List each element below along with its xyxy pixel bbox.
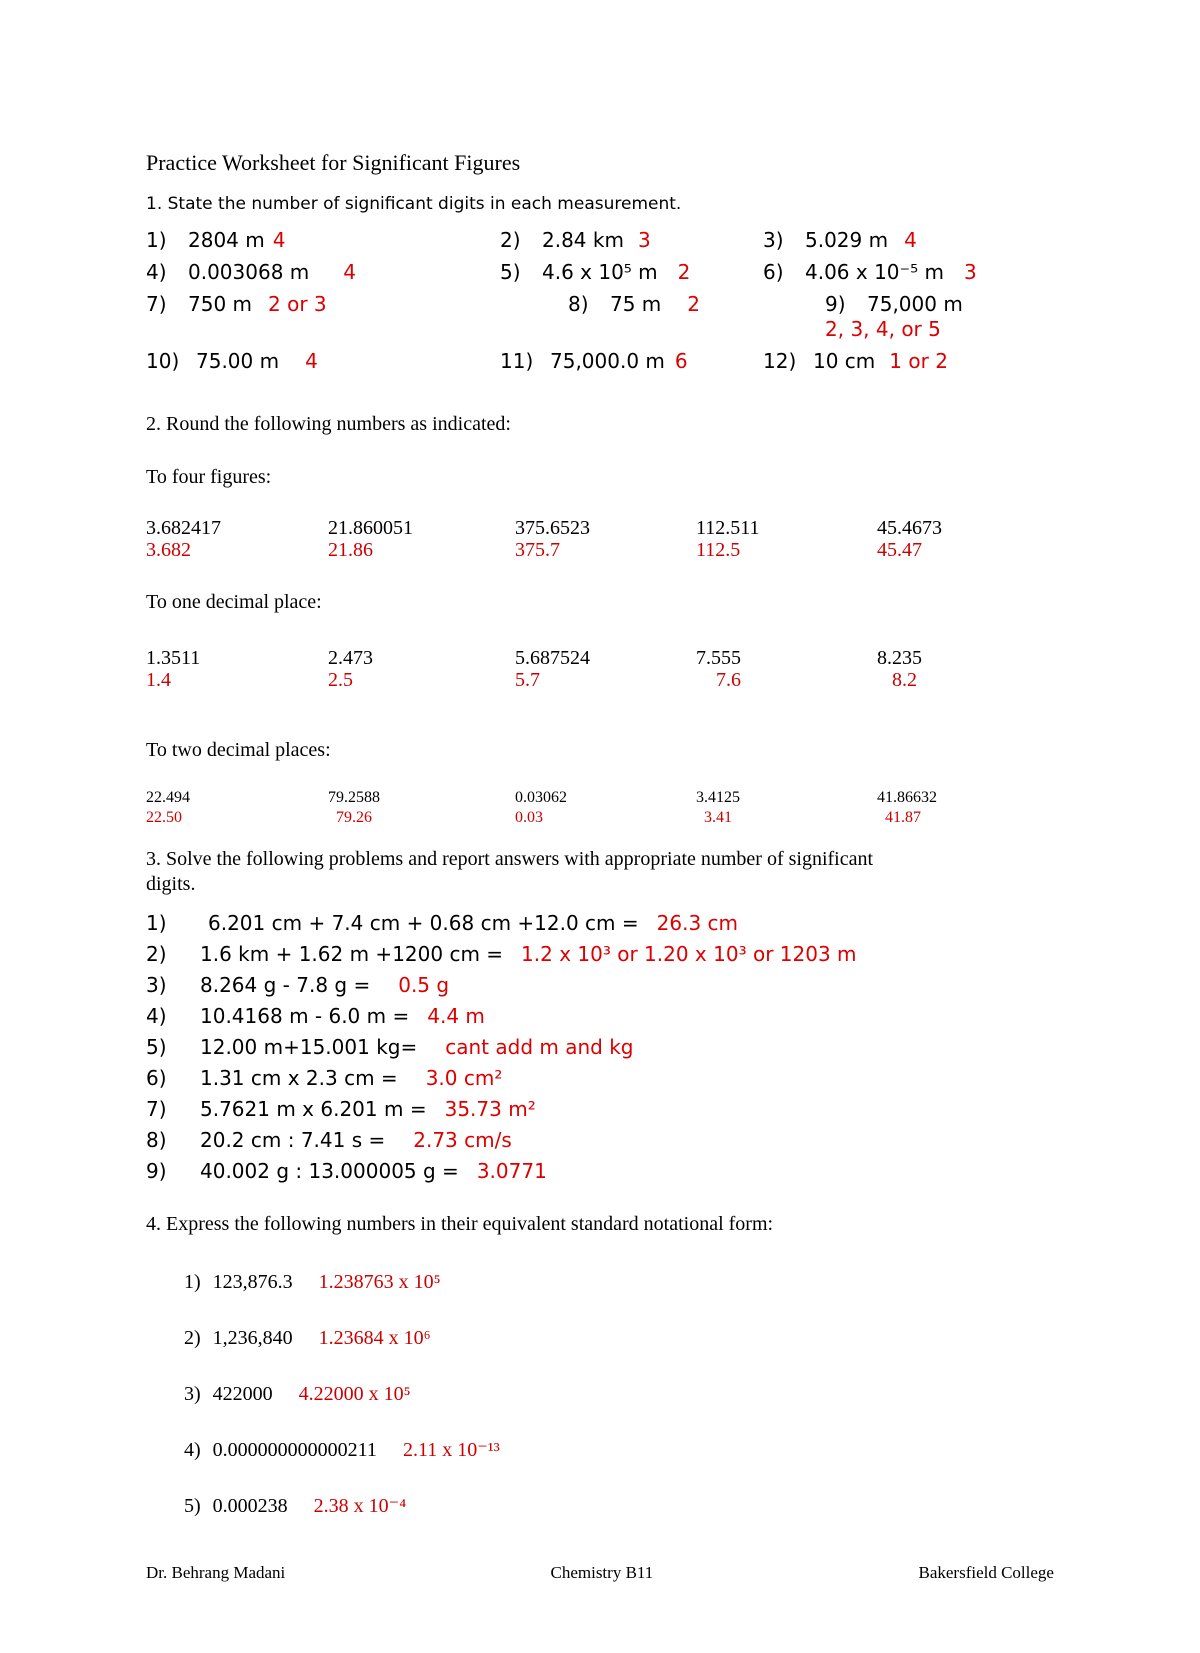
section3-heading-line1: 3. Solve the following problems and report answers with appropriate number of significant [146, 848, 874, 870]
question-number: 12) [763, 349, 797, 373]
question-item-12 [763, 349, 1056, 374]
section3-heading [146, 847, 1056, 897]
question-text: 8.264 g - 7.8 g = [200, 973, 371, 997]
question-text: 5.029 m [805, 228, 889, 252]
question-text: 10.4168 m - 6.0 m = [200, 1004, 410, 1028]
question-number: 8) [146, 1128, 167, 1152]
answer-text: 2 [687, 292, 701, 316]
value-cell: 7.555 [696, 647, 741, 669]
two-decimals-answers-row [146, 808, 1056, 828]
value-cell: 3.682417 [146, 517, 221, 539]
group-label-four-figures: To four figures: [146, 466, 272, 488]
question-number: 3) [184, 1383, 201, 1405]
question-number: 1) [146, 228, 167, 252]
four-figures-values-row [146, 517, 1056, 539]
answer-text: 4.4 m [427, 1004, 485, 1028]
question-item-11 [500, 349, 763, 374]
answer-cell: 45.47 [877, 539, 922, 561]
question-text: 1.6 km + 1.62 m +1200 cm = [200, 942, 504, 966]
answer-text: 2 [677, 260, 691, 284]
footer-author: Dr. Behrang Madani [146, 1563, 286, 1582]
value-cell: 375.6523 [515, 517, 590, 539]
problem-item-3 [146, 970, 1056, 1001]
question-number: 2) [146, 942, 167, 966]
section4-list [146, 1270, 1056, 1519]
four-figures-answers-row [146, 539, 1056, 561]
answer-cell: 41.87 [885, 809, 921, 826]
value-cell: 21.860051 [328, 517, 413, 539]
worksheet-content [146, 0, 1056, 1519]
value-cell: 45.4673 [877, 517, 942, 539]
answer-cell: 3.41 [704, 809, 732, 826]
question-number: 8) [568, 292, 589, 316]
question-item-8 [500, 292, 763, 342]
question-text: 0.000000000000211 [212, 1439, 377, 1461]
answer-cell: 375.7 [515, 539, 560, 561]
answer-cell: 8.2 [892, 669, 917, 691]
answer-text: 1.23684 x 10⁶ [318, 1327, 431, 1349]
question-item-7 [146, 292, 500, 342]
question-item-1 [146, 228, 500, 253]
answer-text: 4 [305, 349, 318, 373]
answer-text: 1.2 x 10³ or 1.20 x 10³ or 1203 m [521, 942, 857, 966]
question-number: 10) [146, 349, 180, 373]
question-item-4 [146, 260, 500, 285]
answer-text: 3.0 cm² [425, 1066, 503, 1090]
answer-text: 4 [343, 260, 357, 284]
question-number: 5) [146, 1035, 167, 1059]
answer-text: 3 [963, 260, 977, 284]
answer-text: 2.73 cm/s [413, 1128, 512, 1152]
question-number: 1) [184, 1271, 201, 1293]
value-cell: 79.2588 [328, 789, 380, 806]
page-title: Practice Worksheet for Significant Figures [146, 150, 521, 175]
page-footer [146, 1563, 1054, 1583]
answer-text: 2, 3, 4, or 5 [825, 317, 941, 341]
problem-item-2 [146, 939, 1056, 970]
answer-text: 4 [272, 228, 286, 252]
question-item-6 [763, 260, 1056, 285]
question-item-3 [763, 228, 1056, 253]
value-cell: 3.4125 [696, 789, 740, 806]
footer-course: Chemistry B11 [550, 1563, 654, 1582]
answer-cell: 0.03 [515, 809, 543, 826]
question-number: 9) [825, 292, 846, 316]
question-text: 123,876.3 [212, 1271, 293, 1293]
group-label-one-decimal: To one decimal place: [146, 591, 322, 613]
notation-item-1 [146, 1270, 1056, 1295]
problem-item-8 [146, 1125, 1056, 1156]
question-text: 12.00 m+15.001 kg= [200, 1035, 418, 1059]
question-number: 4) [146, 1004, 167, 1028]
question-number: 3) [763, 228, 784, 252]
footer-institution: Bakersfield College [918, 1563, 1054, 1582]
question-item-10 [146, 349, 500, 374]
answer-cell: 79.26 [336, 809, 372, 826]
value-cell: 1.3511 [146, 647, 201, 669]
answer-text: 3.0771 [476, 1159, 547, 1183]
one-decimal-answers-row [146, 669, 1056, 691]
answer-cell: 112.5 [696, 539, 741, 561]
answer-text: 1 or 2 [889, 349, 948, 373]
value-cell: 41.86632 [877, 789, 937, 806]
question-text: 2.84 km [542, 228, 624, 252]
notation-item-5 [146, 1494, 1056, 1519]
question-item-9 [763, 292, 1056, 342]
answer-text: 2 or 3 [268, 292, 327, 316]
answer-cell: 5.7 [515, 669, 540, 691]
answer-text: 26.3 cm [656, 911, 739, 935]
answer-text: 4.22000 x 10⁵ [298, 1383, 411, 1405]
value-cell: 8.235 [877, 647, 922, 669]
answer-text: cant add m and kg [445, 1035, 634, 1059]
question-text: 5.7621 m x 6.201 m = [200, 1097, 427, 1121]
question-number: 5) [500, 260, 521, 284]
answer-text: 1.238763 x 10⁵ [318, 1271, 441, 1293]
question-text: 422000 [212, 1383, 273, 1405]
answer-text: 2.38 x 10⁻⁴ [313, 1495, 407, 1517]
question-text: 75,000.0 m [550, 349, 665, 373]
question-text: 0.003068 m [188, 260, 310, 284]
question-item-2 [500, 228, 763, 253]
section3-list [146, 908, 1056, 1187]
question-number: 2) [500, 228, 521, 252]
question-text: 40.002 g : 13.000005 g = [200, 1159, 459, 1183]
answer-text: 4 [904, 228, 917, 252]
question-number: 3) [146, 973, 167, 997]
question-text: 2804 m [188, 228, 265, 252]
section1-grid [146, 228, 1056, 374]
question-number: 11) [500, 349, 534, 373]
question-number: 2) [184, 1327, 201, 1349]
value-cell: 2.473 [328, 647, 373, 669]
section4-heading: 4. Express the following numbers in their equivalent standard notational form: [146, 1213, 774, 1235]
answer-text: 3 [637, 228, 651, 252]
question-text: 10 cm [813, 349, 876, 373]
question-number: 4) [184, 1439, 201, 1461]
answer-cell: 1.4 [146, 669, 171, 691]
question-text: 750 m [188, 292, 253, 316]
question-text: 6.201 cm + 7.4 cm + 0.68 cm +12.0 cm = [208, 911, 639, 935]
problem-item-5 [146, 1032, 1056, 1063]
question-number: 9) [146, 1159, 167, 1183]
two-decimals-values-row [146, 788, 1056, 808]
problem-item-9 [146, 1156, 1056, 1187]
question-number: 5) [184, 1495, 201, 1517]
notation-item-3 [146, 1382, 1056, 1407]
answer-text: 6 [674, 349, 688, 373]
question-number: 7) [146, 1097, 167, 1121]
problem-item-7 [146, 1094, 1056, 1125]
question-text: 0.000238 [212, 1495, 288, 1517]
question-number: 6) [763, 260, 784, 284]
section3-heading-line2: digits. [146, 873, 196, 895]
answer-cell: 3.682 [146, 539, 191, 561]
value-cell: 5.687524 [515, 647, 590, 669]
question-text: 1,236,840 [212, 1327, 293, 1349]
question-number: 7) [146, 292, 167, 316]
question-number: 4) [146, 260, 167, 284]
one-decimal-values-row [146, 647, 1056, 669]
answer-cell: 21.86 [328, 539, 373, 561]
question-text: 75,000 m [867, 292, 963, 316]
answer-cell: 2.5 [328, 669, 353, 691]
value-cell: 22.494 [146, 789, 190, 806]
section2-heading: 2. Round the following numbers as indicated: [146, 413, 511, 435]
answer-text: 35.73 m² [444, 1097, 536, 1121]
question-text: 75 m [610, 292, 662, 316]
question-number: 6) [146, 1066, 167, 1090]
group-label-two-decimals: To two decimal places: [146, 739, 331, 761]
answer-text: 2.11 x 10⁻¹³ [402, 1439, 500, 1461]
notation-item-4 [146, 1438, 1056, 1463]
section1-heading: 1. State the number of significant digits in each measurement. [146, 194, 682, 214]
answer-cell: 22.50 [146, 809, 182, 826]
problem-item-1 [146, 908, 1056, 939]
answer-text: 0.5 g [398, 973, 450, 997]
question-text: 75.00 m [196, 349, 280, 373]
question-number: 1) [146, 911, 167, 935]
question-text: 4.6 x 10⁵ m [542, 260, 658, 284]
value-cell: 112.511 [696, 517, 760, 539]
question-text: 4.06 x 10⁻⁵ m [805, 260, 944, 284]
notation-item-2 [146, 1326, 1056, 1351]
problem-item-6 [146, 1063, 1056, 1094]
question-text: 1.31 cm x 2.3 cm = [200, 1066, 398, 1090]
answer-cell: 7.6 [716, 669, 741, 691]
value-cell: 0.03062 [515, 789, 567, 806]
question-text: 20.2 cm : 7.41 s = [200, 1128, 386, 1152]
question-item-5 [500, 260, 763, 285]
problem-item-4 [146, 1001, 1056, 1032]
